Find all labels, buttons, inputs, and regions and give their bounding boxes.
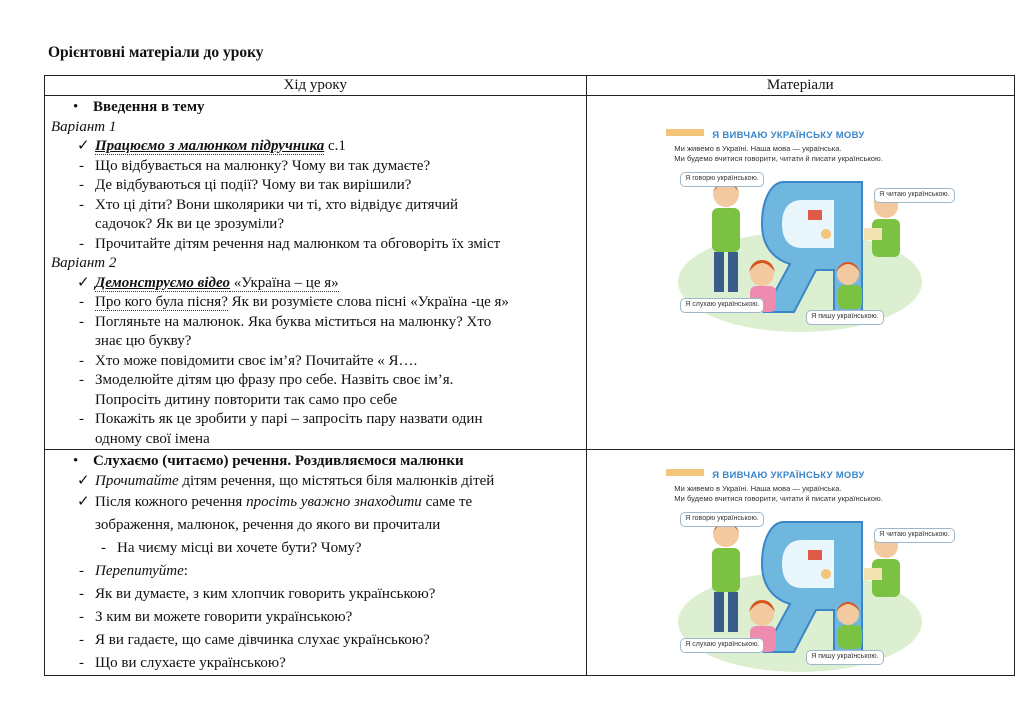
- list-item: - Де відбуваються ці події? Чому ви так вирішили?: [51, 176, 582, 196]
- table-row: [45, 96, 1015, 450]
- materials-cell: [586, 96, 1014, 450]
- list-item: - Як ви думаєте, з ким хлопчик говорить українською?: [51, 583, 582, 606]
- dash-marker: -: [79, 632, 84, 648]
- list-item: - Перепитуйте:: [51, 560, 582, 583]
- speech-bubble-write: Я пишу українською.: [806, 310, 883, 325]
- illustration-caption: Ми живемо в Україні. Наша мова — українська. Ми будемо вчитися говорити, читати й писати українською.: [674, 484, 883, 503]
- dash-marker: -: [79, 655, 84, 671]
- header-lesson-flow: Хід уроку: [45, 76, 587, 96]
- textbook-illustration: [666, 462, 950, 674]
- list-item: - Хто може повідомити своє ім’я? Почитайте « Я….: [51, 352, 582, 372]
- dash-marker: -: [79, 196, 84, 213]
- dash-marker: -: [79, 586, 84, 602]
- checkmark-icon: ✓: [77, 274, 90, 291]
- speech-bubble-write: Я пишу українською.: [806, 650, 883, 665]
- checkmark-icon: ✓: [77, 138, 90, 154]
- task-item: ✓ Працюємо з малюнком підручника с.1: [51, 137, 582, 157]
- variant-label: Варіант 1: [51, 118, 117, 135]
- speech-bubble-speak: Я говорю українською.: [680, 512, 763, 527]
- list-item: - Я ви гадаєте, що саме дівчинка слухає українською?: [51, 629, 582, 652]
- list-item: - Погляньте на малюнок. Яка буква міститься на малюнку? Хто: [51, 313, 582, 333]
- table-row: [45, 450, 1015, 676]
- illustration-banner: Я ВИВЧАЮ УКРАЇНСЬКУ МОВУ: [666, 466, 934, 480]
- illustration-banner: Я ВИВЧАЮ УКРАЇНСЬКУ МОВУ: [666, 126, 934, 140]
- checkmark-icon: ✓: [77, 494, 90, 510]
- dash-marker: -: [79, 372, 84, 388]
- list-item: - Покажіть як це зробити у парі – запросіть пару назвати один: [51, 410, 582, 430]
- list-item-continuation: одному свої імена: [95, 430, 210, 447]
- list-item: - Про кого була пісня? Як ви розумієте слова пісні «Україна -це я»: [51, 293, 582, 313]
- dash-marker: -: [79, 352, 84, 369]
- dash-marker: -: [79, 411, 84, 427]
- dash-marker: -: [79, 609, 84, 625]
- dash-marker: -: [79, 235, 84, 252]
- illustration-caption: Ми живемо в Україні. Наша мова — українська. Ми будемо вчитися говорити, читати й писати українською.: [674, 144, 883, 163]
- sub-list-item: - На чиєму місці ви хочете бути? Чому?: [51, 537, 582, 560]
- dash-marker: -: [79, 157, 84, 174]
- speech-bubble-listen: Я слухаю українською.: [680, 638, 764, 653]
- list-item: - Що відбувається на малюнку? Чому ви так думаєте?: [51, 157, 582, 177]
- lesson-table: [44, 75, 1015, 676]
- lesson-flow-cell: [45, 96, 587, 450]
- list-item-continuation: садочок? Як ви це зрозуміли?: [95, 216, 284, 232]
- section-heading: • Слухаємо (читаємо) речення. Роздивляємося малюнки: [51, 452, 582, 472]
- section-heading: • Введення в тему: [51, 98, 582, 118]
- speech-bubble-listen: Я слухаю українською.: [680, 298, 764, 313]
- list-item: - Прочитайте дітям речення над малюнком та обговоріть їх зміст: [51, 235, 582, 255]
- task-item: ✓ Прочитайте дітям речення, що містяться біля малюнків дітей: [51, 472, 582, 492]
- dash-marker: -: [79, 294, 84, 310]
- checkmark-icon: ✓: [77, 472, 90, 489]
- list-item: - Хто ці діти? Вони школярики чи ті, хто відвідує дитячий: [51, 196, 582, 216]
- task-item: ✓ Після кожного речення просіть уважно знаходити саме те: [51, 491, 582, 514]
- list-item: - Що ви слухаєте українською?: [51, 652, 582, 675]
- variant-label: Варіант 2: [51, 255, 117, 271]
- list-item-continuation: зображення, малюнок, речення до якого ви прочитали: [95, 517, 441, 533]
- table-header-row: [45, 76, 1015, 96]
- textbook-illustration: [666, 122, 950, 334]
- dash-marker: -: [79, 563, 84, 579]
- speech-bubble-read: Я читаю українською.: [874, 188, 954, 203]
- document-title: Орієнтовні матеріали до уроку: [48, 44, 264, 61]
- header-materials: Матеріали: [586, 76, 1014, 96]
- list-item: - Змоделюйте дітям цю фразу про себе. Назвіть своє ім’я.: [51, 371, 582, 391]
- list-item-continuation: Попросіть дитину повторити так само про себе: [95, 391, 398, 408]
- speech-bubble-read: Я читаю українською.: [874, 528, 954, 543]
- dash-marker: -: [101, 540, 106, 556]
- task-item: ✓ Демонструємо відео «Україна – це я»: [51, 274, 582, 294]
- dash-marker: -: [79, 313, 84, 330]
- dash-marker: -: [79, 177, 84, 193]
- list-item-continuation: знає цю букву?: [95, 333, 192, 349]
- lesson-flow-cell: [45, 450, 587, 676]
- materials-cell: [586, 450, 1014, 676]
- speech-bubble-speak: Я говорю українською.: [680, 172, 763, 187]
- list-item: - З ким ви можете говорити українською?: [51, 606, 582, 629]
